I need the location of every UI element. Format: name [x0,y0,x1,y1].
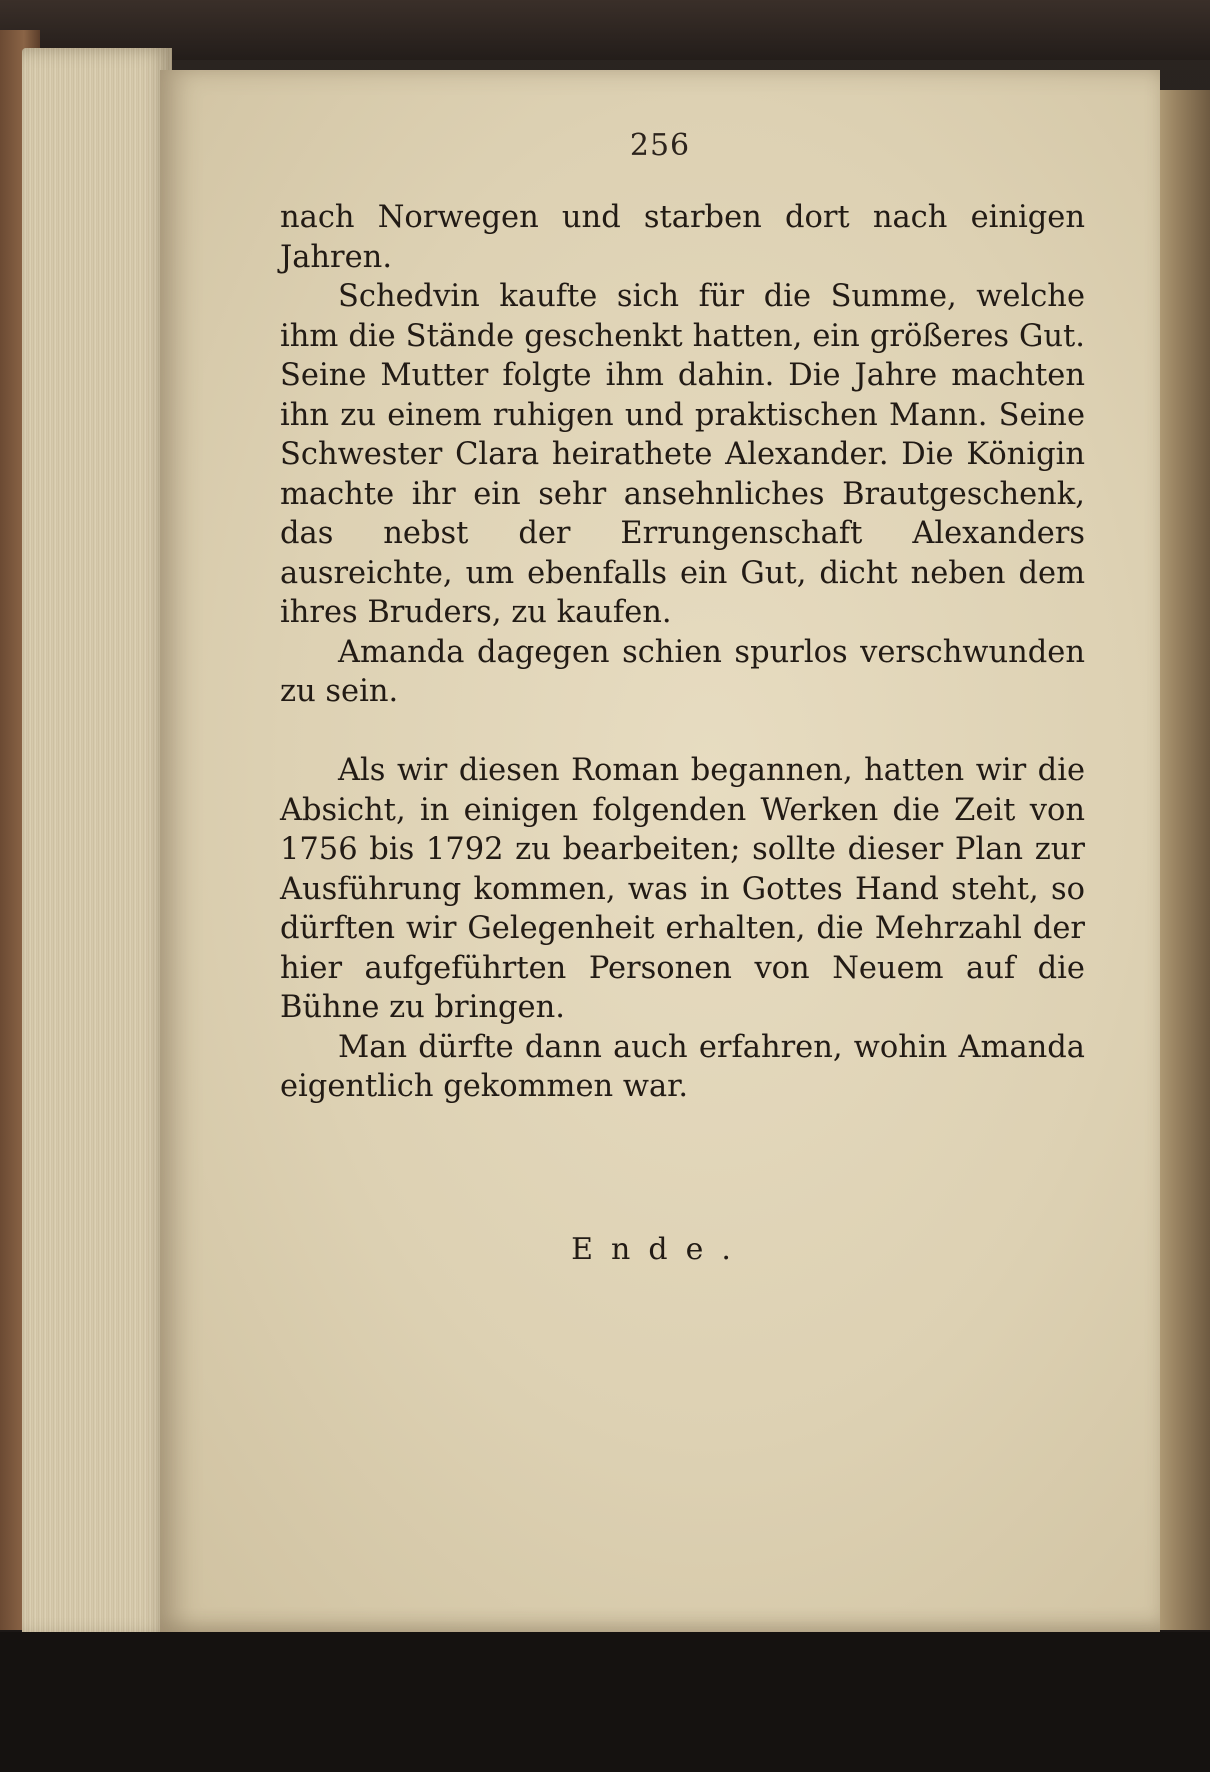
page-number: 256 [629,128,691,163]
book-page [160,70,1160,1632]
paragraph-afterword: Als wir diesen Roman begannen, hatten wir die Absicht, in einigen folgenden Werken die Zeit von 1756 bis 1792 zu bearbeiten; sollte dieser Plan zur Ausführung kommen, was in Gottes Hand steht, so dürften wir Gelegenheit erhalten, die Mehrzahl der hier aufgeführten Personen von Neuem auf die Bühne zu bringen. [280,753,1085,1025]
paragraph-continuation: nach Norwegen und starben dort nach einigen Jahren. [280,200,1085,275]
ending-label: Ende. [571,1232,749,1267]
book-cover-top [0,0,1210,60]
paragraph-amanda: Amanda dagegen schien spurlos verschwunden zu sein. [280,634,1085,709]
page-text [280,198,1085,1107]
paragraph-closing: Man dürfte dann auch erfahren, wohin Amanda eigentlich gekommen war. [280,1029,1085,1104]
page-edges-stack [22,48,172,1638]
paragraph-schedvin: Schedvin kaufte sich für die Summe, welche ihm die Stände geschenkt hatten, ein größeres Gut. Seine Mutter folgte ihm dahin. Die Jahre machten ihn zu einem ruhigen und praktischen Mann. Seine Schwester Clara heirathete Alexander. Die Königin machte ihr ein sehr ansehnliches Brautgeschenk, das nebst der Errungenschaft Alexanders ausreichte, um ebenfalls ein Gut, dicht neben dem ihres Bruders, zu kaufen. [280,279,1085,630]
bottom-shadow [0,1632,1210,1772]
